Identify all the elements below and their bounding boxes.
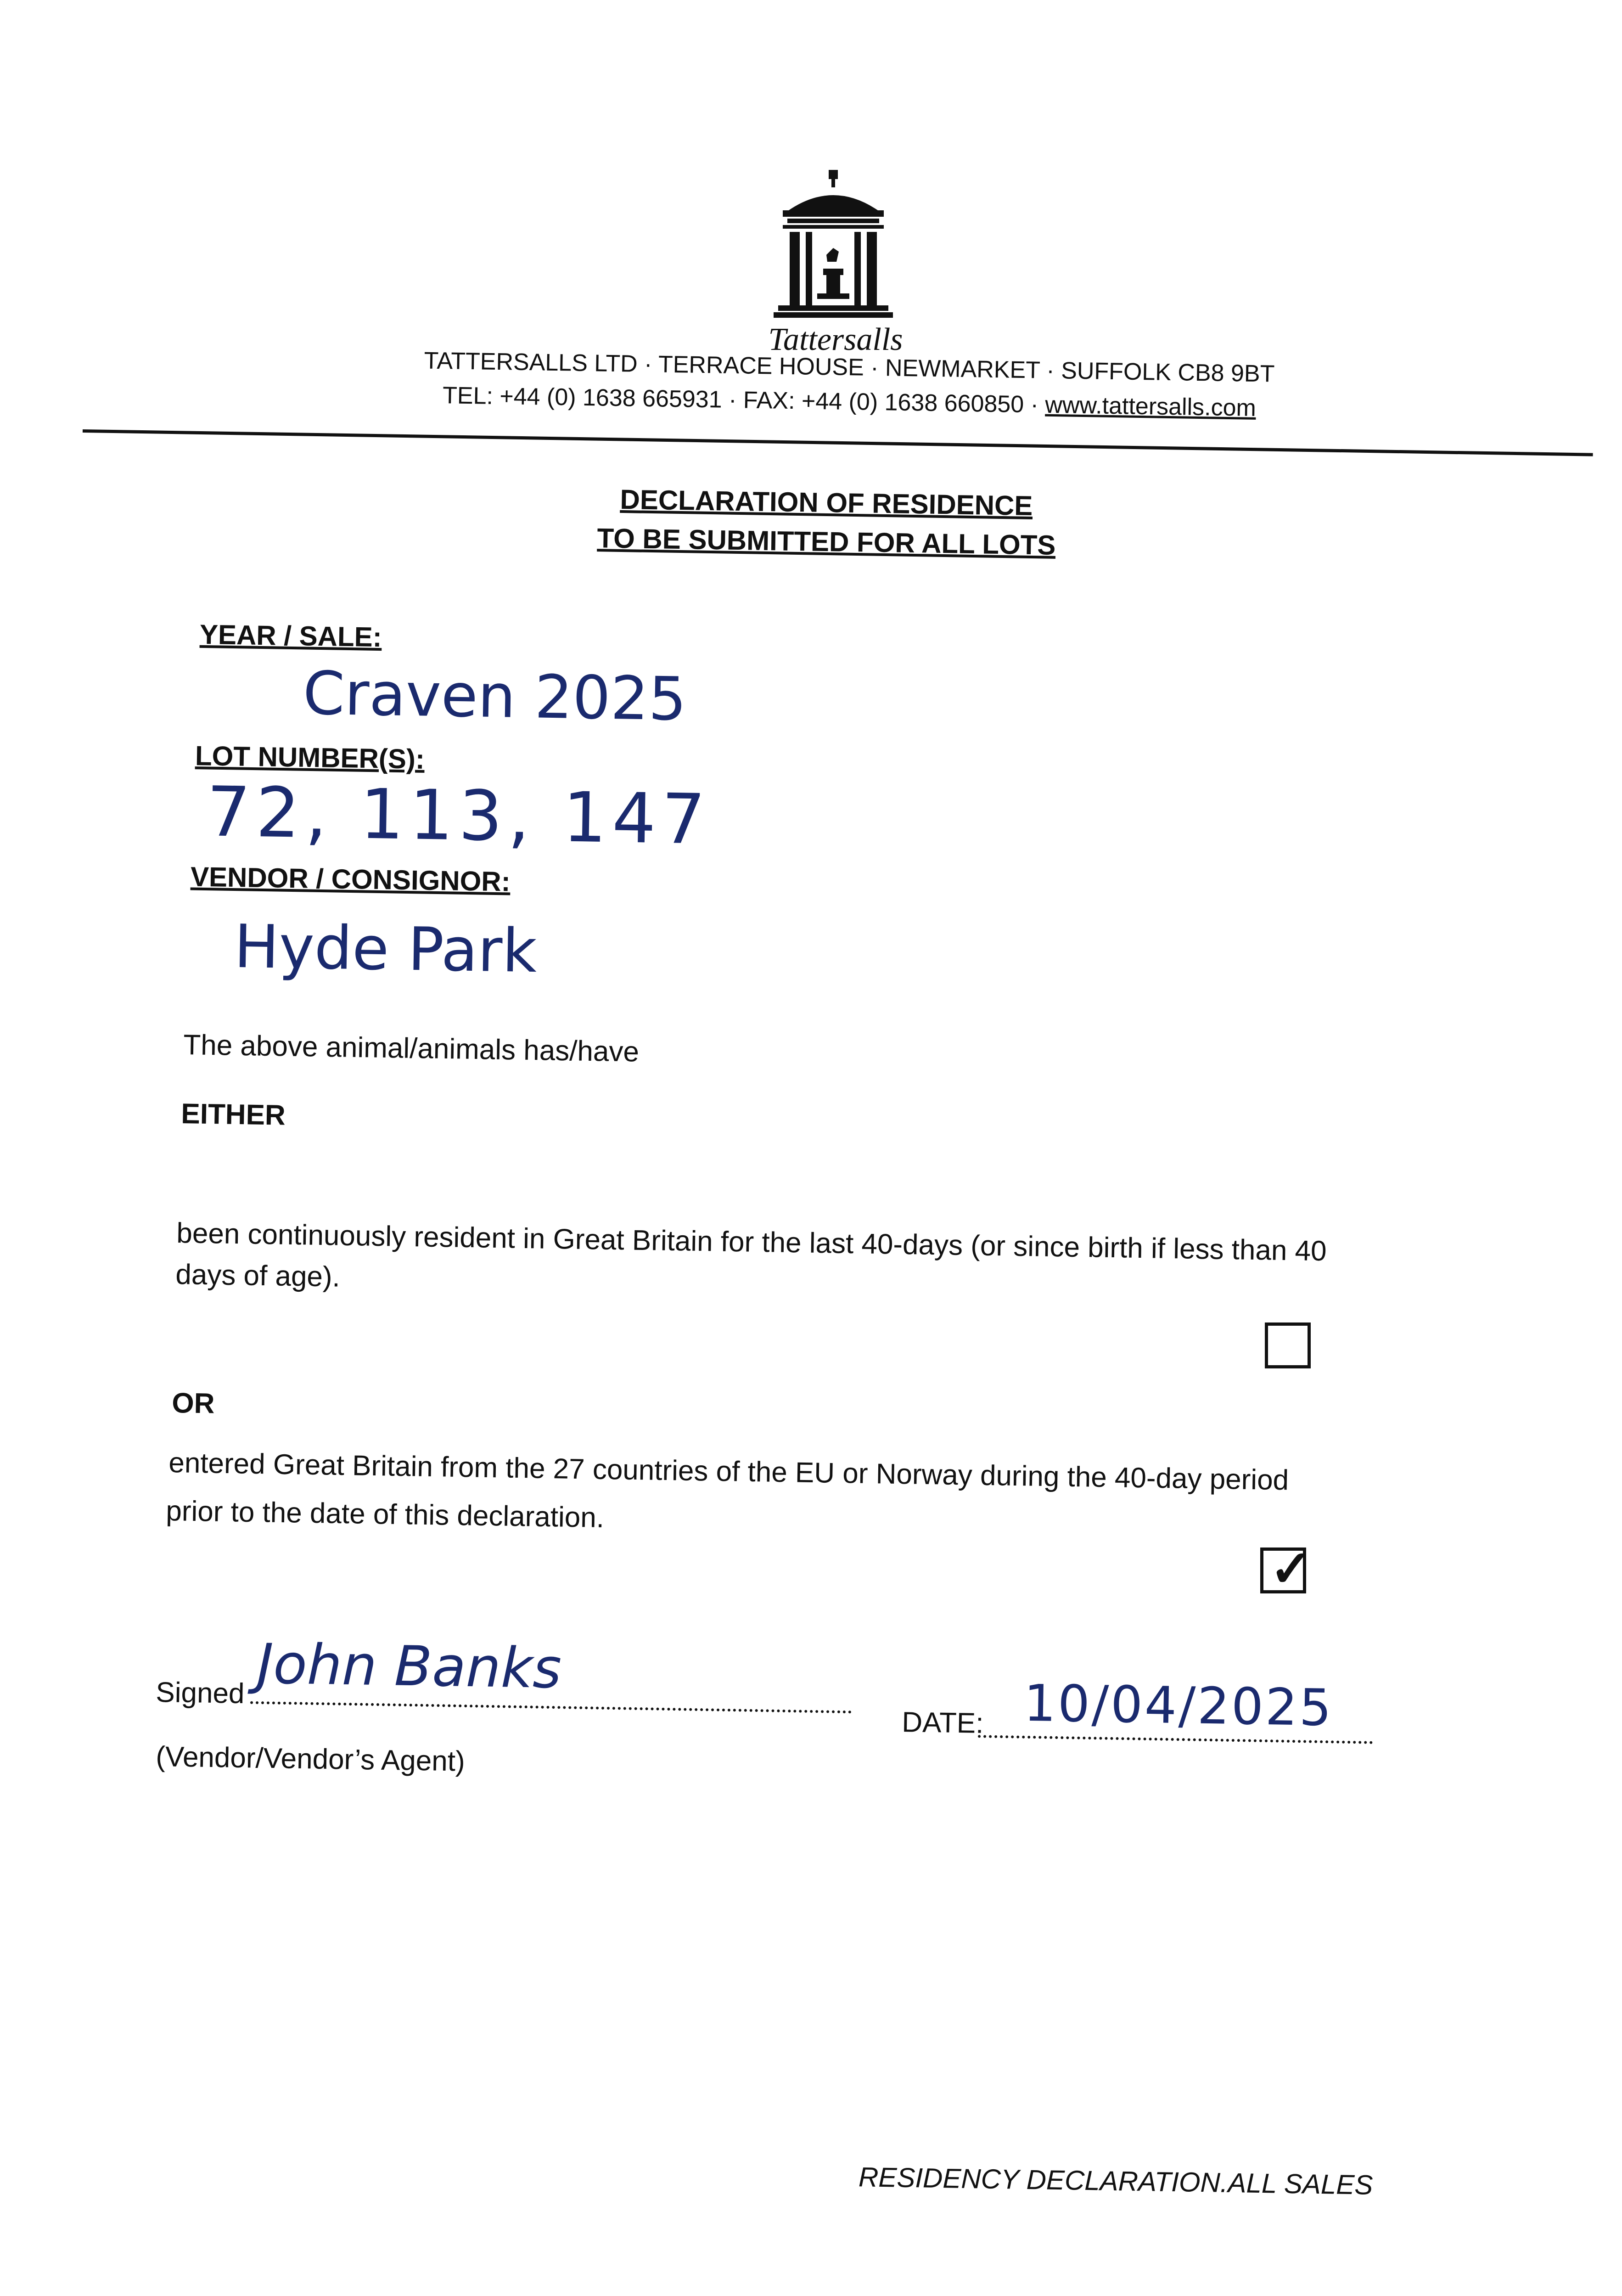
option2-text-line2: prior to the date of this declaration.: [165, 1495, 605, 1534]
either-label: EITHER: [180, 1097, 286, 1131]
footer-label: RESIDENCY DECLARATION.ALL SALES: [858, 2161, 1373, 2200]
option1-text-line1: been continuously resident in Great Britain for the last 40-days (or since birth if less than 40: [176, 1217, 1327, 1267]
brand-name: Tattersalls: [768, 322, 903, 357]
lot-numbers-value[interactable]: 72, 113, 147: [206, 772, 712, 860]
signature-line: [250, 1701, 852, 1714]
lot-numbers-label: LOT NUMBER(S):: [195, 740, 425, 775]
option2-checkbox[interactable]: [1260, 1541, 1313, 1597]
header-divider: [83, 429, 1593, 456]
company-contact: [413, 381, 1286, 422]
option1-checkbox[interactable]: [1265, 1322, 1311, 1368]
date-label: DATE:: [901, 1706, 984, 1739]
signed-label: Signed: [155, 1676, 245, 1710]
website-link[interactable]: www.tattersalls.com: [1044, 391, 1257, 422]
option2-text-line1: entered Great Britain from the 27 countries of the EU or Norway during the 40-day period: [168, 1446, 1289, 1497]
signature[interactable]: John Banks: [256, 1632, 562, 1701]
contact-numbers: TEL: +44 (0) 1638 665931 · FAX: +44 (0) 1638 660850 ·: [442, 382, 1045, 418]
vendor-label: VENDOR / CONSIGNOR:: [190, 861, 511, 897]
intro-text: The above animal/animals has/have: [183, 1029, 640, 1068]
or-label: OR: [171, 1387, 215, 1420]
vendor-value[interactable]: Hyde Park: [233, 911, 538, 986]
year-sale-label: YEAR / SALE:: [199, 619, 382, 653]
vendor-agent-label: (Vendor/Vendor’s Agent): [155, 1740, 466, 1778]
option1-text-line2: days of age).: [175, 1258, 341, 1293]
tattersalls-logo-icon: [774, 170, 893, 321]
page-title: DECLARATION OF RESIDENCE: [620, 484, 1033, 522]
page-subtitle: TO BE SUBMITTED FOR ALL LOTS: [597, 523, 1056, 561]
year-sale-value[interactable]: Craven 2025: [302, 658, 687, 734]
checkmark-icon: ✓: [1270, 1541, 1313, 1597]
date-value[interactable]: 10/04/2025: [1023, 1673, 1334, 1738]
company-address: TATTERSALLS LTD · TERRACE HOUSE · NEWMARKET · SUFFOLK CB8 9BT: [424, 347, 1275, 388]
